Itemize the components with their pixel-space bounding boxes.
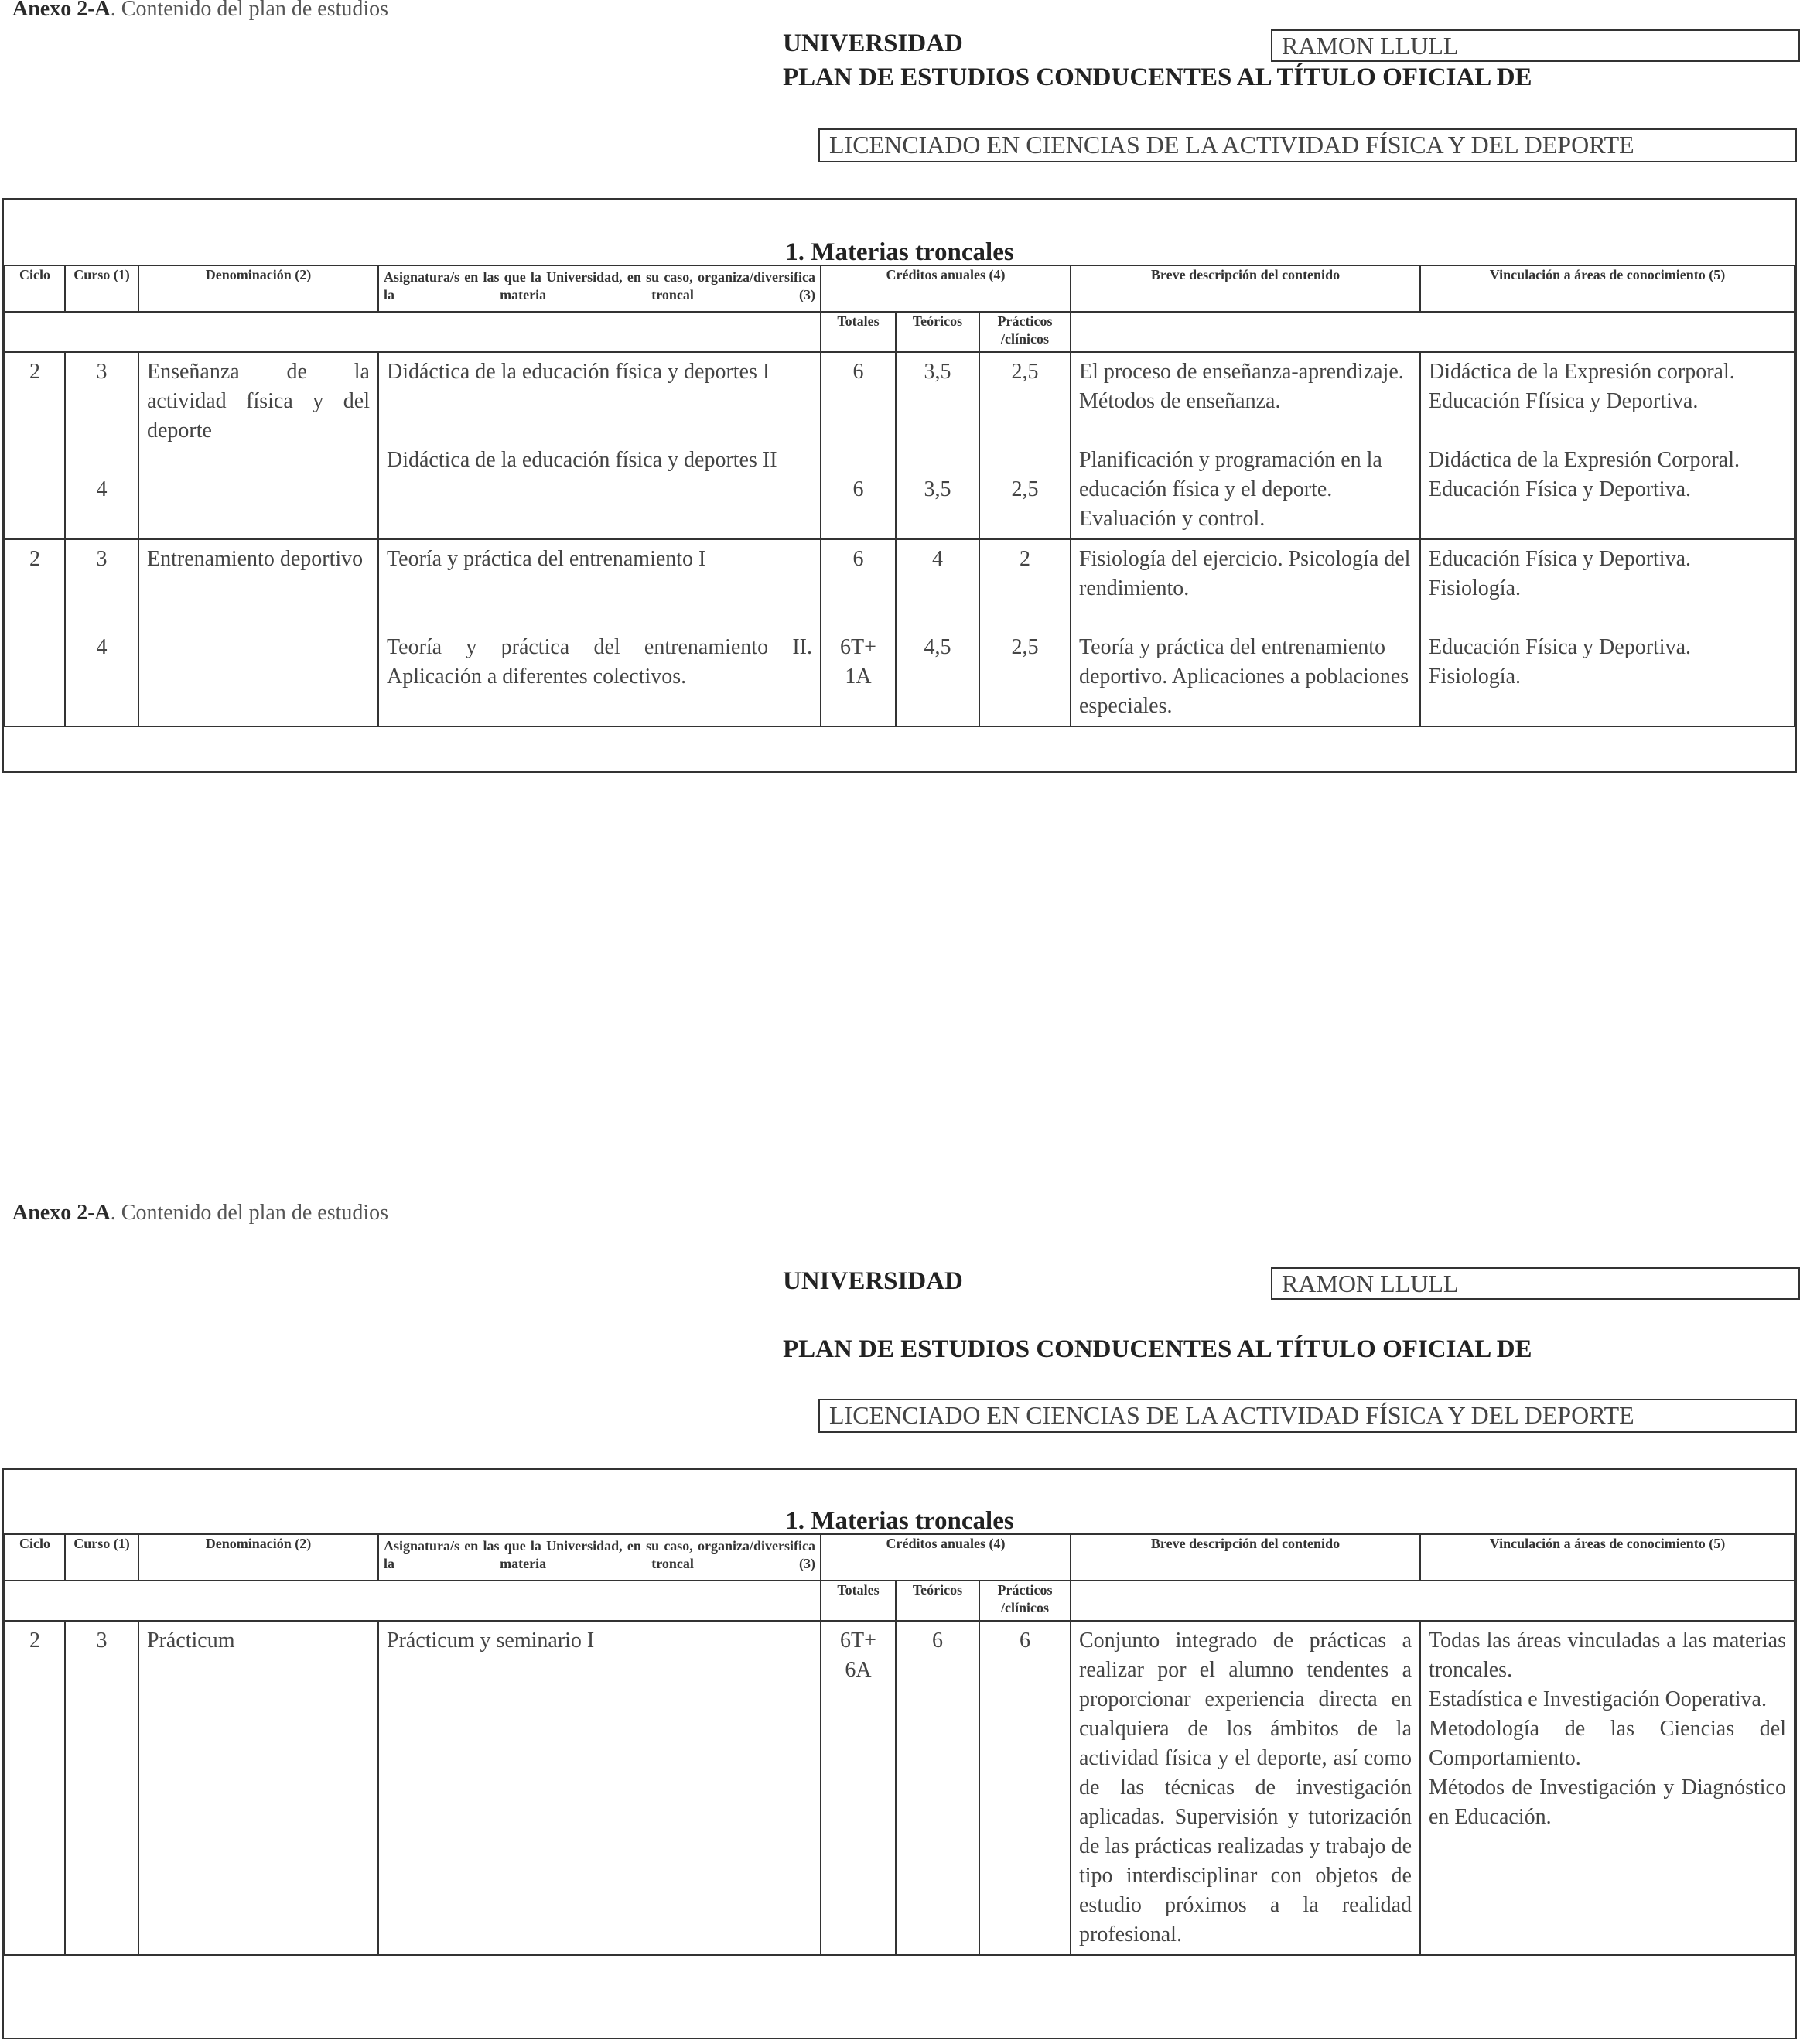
header-row — [5, 265, 1795, 312]
table-row — [5, 1621, 1795, 1955]
titulo-box: LICENCIADO EN CIENCIAS DE LA ACTIVIDAD FÍSICA Y DEL DEPORTE — [818, 128, 1797, 162]
curso-cell: 3 — [65, 1621, 138, 1955]
plan-title: PLAN DE ESTUDIOS CONDUCENTES AL TÍTULO OFICIAL DE — [783, 1335, 1532, 1363]
col-ciclo: Ciclo — [5, 265, 65, 312]
col-practicos: Prácticos /clínicos — [979, 312, 1071, 352]
denominacion-cell: Prácticum — [138, 1621, 378, 1955]
ciclo-cell: 2 — [5, 352, 65, 539]
col-ciclo: Ciclo — [5, 1534, 65, 1581]
col-descripcion: Breve descripción del contenido — [1071, 265, 1420, 312]
anexo-text: . Contenido del plan de estudios — [110, 0, 389, 21]
anexo-label: Anexo 2-A — [12, 1201, 111, 1225]
teoricos-cell: 6 — [896, 1621, 979, 1955]
anexo-caption — [12, 1201, 388, 1225]
col-asignatura: Asignatura/s en las que la Universidad, en su caso, organiza/diversifica la materia troncal (3) — [378, 265, 821, 312]
col-vinculacion: Vinculación a áreas de conocimiento (5) — [1420, 265, 1795, 312]
col-curso: Curso (1) — [65, 1534, 138, 1581]
descripcion-cell: Fisiología del ejercicio. Psicología del rendimiento. Teoría y práctica del entrenamiento deportivo. Aplicaciones a poblaciones especiales. — [1071, 539, 1420, 726]
anexo-text: . Contenido del plan de estudios — [110, 1201, 389, 1225]
col-denominacion: Denominación (2) — [138, 265, 378, 312]
subheader-row — [5, 312, 1795, 352]
section-title: 1. Materias troncales — [785, 1507, 1014, 1535]
materias-table — [4, 265, 1795, 727]
vinculacion-cell: Didáctica de la Expresión corporal. Educación Ffísica y Deportiva. Didáctica de la Expresión Corporal. Educación Física y Deportiva. — [1420, 352, 1795, 539]
document-page-1 — [0, 0, 1800, 781]
universidad-name-box: RAMON LLULL — [1271, 1267, 1800, 1300]
totales-cell: 6T+ 6A — [821, 1621, 896, 1955]
descripcion-cell: Conjunto integrado de prácticas a realizar por el alumno tendentes a proporcionar experiencia directa en cualquiera de los ámbitos de la actividad física y el deporte, así como de las técnicas de investigación aplicadas. Supervisión y tutorización de las prácticas realizadas y trabajo de tipo interdisciplinar con objetos de estudio próximos a la realidad profesional. — [1071, 1621, 1420, 1955]
practicos-cell: 2 2,5 — [979, 539, 1071, 726]
materias-table — [4, 1533, 1795, 1956]
curso-cell: 3 4 — [65, 539, 138, 726]
asignatura-cell: Didáctica de la educación física y deportes I Didáctica de la educación física y deportes II — [378, 352, 821, 539]
teoricos-cell: 4 4,5 — [896, 539, 979, 726]
practicos-cell: 6 — [979, 1621, 1071, 1955]
table-row — [5, 352, 1795, 539]
practicos-cell: 2,5 2,5 — [979, 352, 1071, 539]
curso-cell: 3 4 — [65, 352, 138, 539]
asignatura-cell: Prácticum y seminario I — [378, 1621, 821, 1955]
ciclo-cell: 2 — [5, 1621, 65, 1955]
universidad-label: UNIVERSIDAD — [783, 1267, 963, 1295]
table-row — [5, 539, 1795, 726]
col-totales: Totales — [821, 1581, 896, 1621]
col-descripcion: Breve descripción del contenido — [1071, 1534, 1420, 1581]
subheader-row — [5, 1581, 1795, 1621]
col-vinculacion: Vinculación a áreas de conocimiento (5) — [1420, 1534, 1795, 1581]
totales-cell: 6 6 — [821, 352, 896, 539]
denominacion-cell: Enseñanza de la actividad física y del deporte — [138, 352, 378, 539]
col-asignatura: Asignatura/s en las que la Universidad, en su caso, organiza/diversifica la materia troncal (3) — [378, 1534, 821, 1581]
teoricos-cell: 3,5 3,5 — [896, 352, 979, 539]
ciclo-cell: 2 — [5, 539, 65, 726]
col-curso: Curso (1) — [65, 265, 138, 312]
asignatura-cell: Teoría y práctica del entrenamiento I Teoría y práctica del entrenamiento II. Aplicación a diferentes colectivos. — [378, 539, 821, 726]
col-denominacion: Denominación (2) — [138, 1534, 378, 1581]
col-teoricos: Teóricos — [896, 312, 979, 352]
anexo-caption — [12, 0, 388, 22]
plan-title: PLAN DE ESTUDIOS CONDUCENTES AL TÍTULO OFICIAL DE — [783, 63, 1532, 91]
vinculacion-cell: Educación Física y Deportiva. Fisiología. Educación Física y Deportiva. Fisiología. — [1420, 539, 1795, 726]
document-page-2 — [0, 1191, 1800, 2042]
vinculacion-cell: Todas las áreas vinculadas a las materias troncales. Estadística e Investigación Ooperativa. Metodología de las Ciencias del Comportamiento. Métodos de Investigación y Diagnóstico en Educación. — [1420, 1621, 1795, 1955]
materias-frame — [2, 198, 1797, 773]
col-practicos: Prácticos /clínicos — [979, 1581, 1071, 1621]
anexo-label: Anexo 2-A — [12, 0, 111, 21]
universidad-label: UNIVERSIDAD — [783, 29, 963, 57]
section-title: 1. Materias troncales — [785, 238, 1014, 266]
universidad-name-box: RAMON LLULL — [1271, 29, 1800, 62]
col-creditos: Créditos anuales (4) — [821, 265, 1071, 312]
materias-frame — [2, 1468, 1797, 2039]
col-teoricos: Teóricos — [896, 1581, 979, 1621]
header-row — [5, 1534, 1795, 1581]
col-creditos: Créditos anuales (4) — [821, 1534, 1071, 1581]
descripcion-cell: El proceso de enseñanza-aprendizaje. Métodos de enseñanza. Planificación y programación en la educación física y el deporte. Evaluación y control. — [1071, 352, 1420, 539]
titulo-box: LICENCIADO EN CIENCIAS DE LA ACTIVIDAD FÍSICA Y DEL DEPORTE — [818, 1399, 1797, 1433]
col-totales: Totales — [821, 312, 896, 352]
totales-cell: 6 6T+ 1A — [821, 539, 896, 726]
denominacion-cell: Entrenamiento deportivo — [138, 539, 378, 726]
